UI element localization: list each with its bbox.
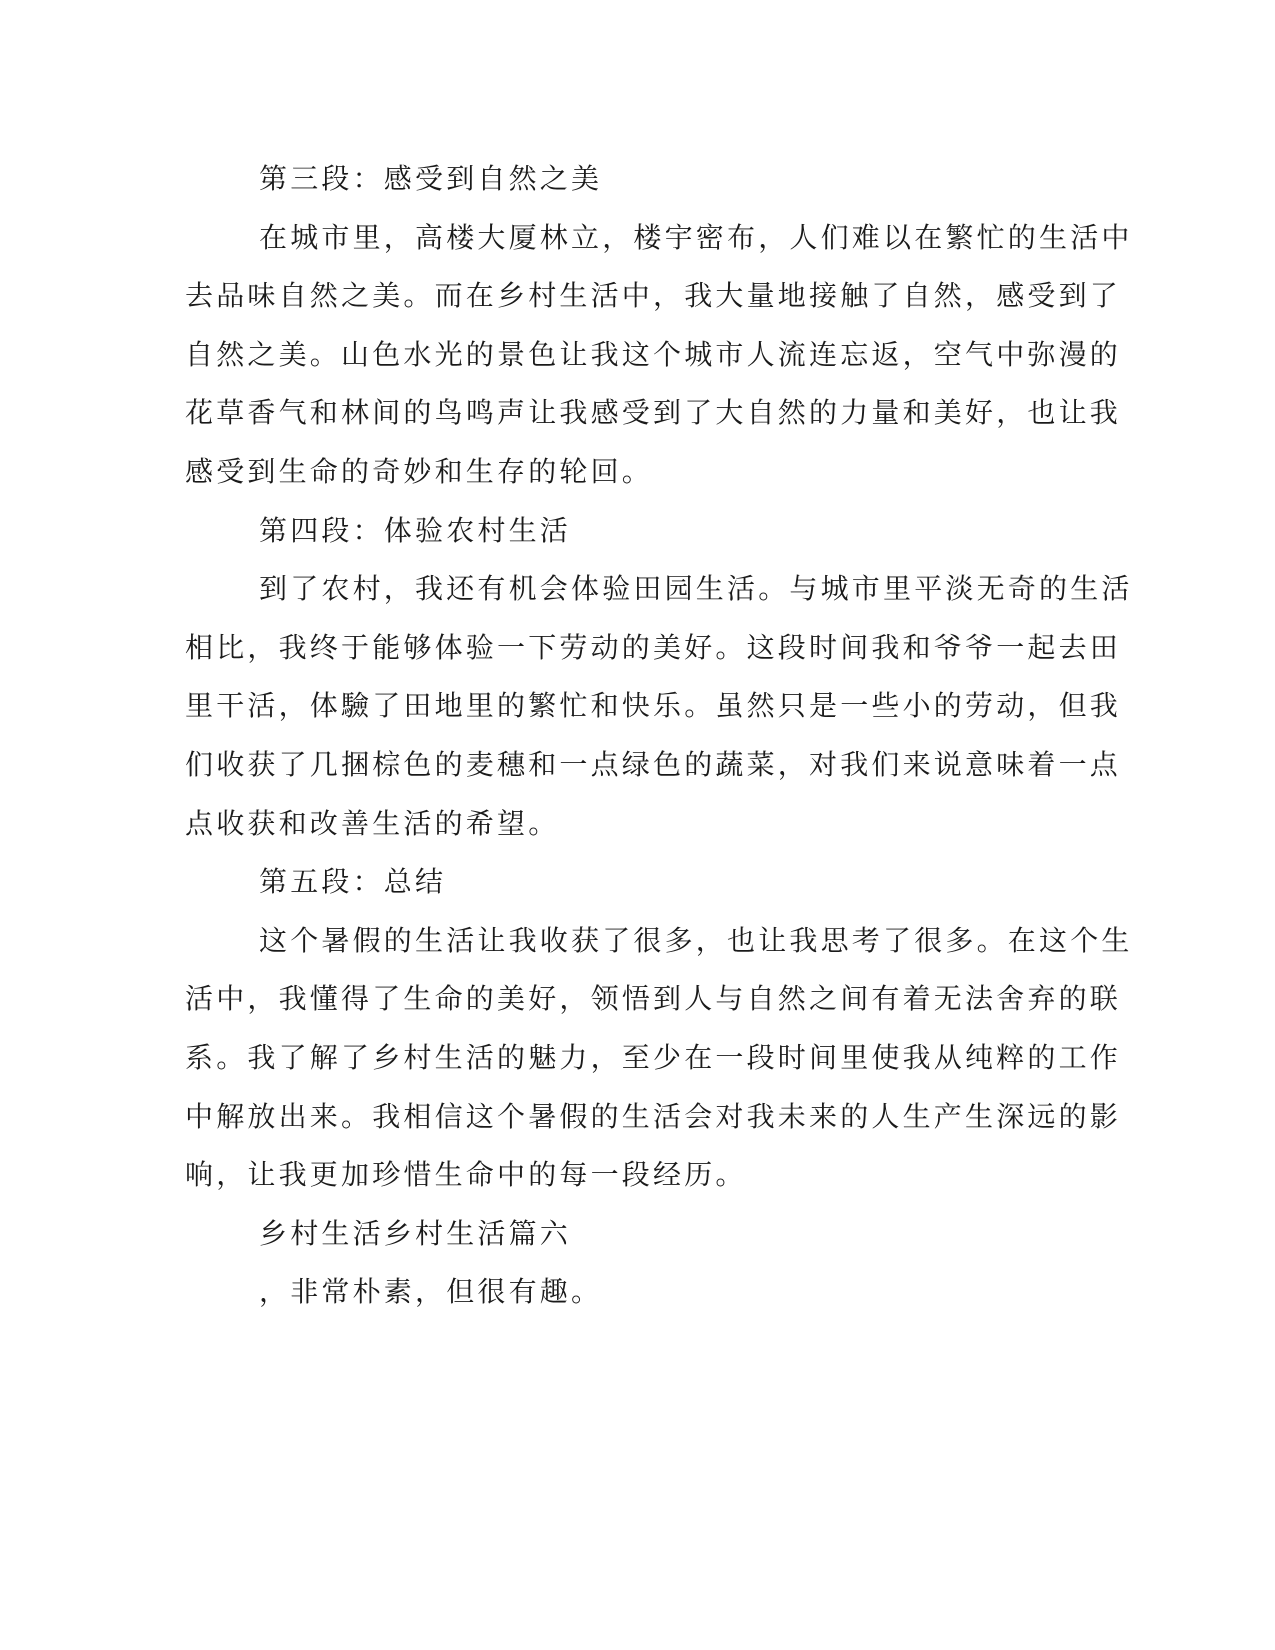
paragraph-line: 感受到生命的奇妙和生存的轮回。 — [185, 454, 654, 488]
paragraph-line: 活中，我懂得了生命的美好，领悟到人与自然之间有着无法舍弃的联 — [185, 982, 1122, 1016]
paragraph-line: 点收获和改善生活的希望。 — [185, 806, 560, 840]
article-title: 乡村生活乡村生活篇六 — [259, 1216, 572, 1250]
paragraph-line: 系。我了解了乡村生活的魅力，至少在一段时间里使我从纯粹的工作 — [185, 1040, 1122, 1074]
paragraph-line: 响，让我更加珍惜生命中的每一段经历。 — [185, 1158, 747, 1192]
paragraph-line: 这个暑假的生活让我收获了很多，也让我思考了很多。在这个生 — [259, 923, 1133, 957]
document-page — [185, 150, 1133, 1322]
paragraph-line: 们收获了几捆棕色的麦穗和一点绿色的蔬菜，对我们来说意味着一点 — [185, 747, 1122, 781]
section-heading: 第五段：总结 — [259, 865, 447, 899]
paragraph-line: ，非常朴素，但很有趣。 — [259, 1275, 603, 1309]
paragraph-line: 里干活，体驗了田地里的繁忙和快乐。虽然只是一些小的劳动，但我 — [185, 689, 1122, 723]
paragraph-line: 相比，我终于能够体验一下劳动的美好。这段时间我和爷爷一起去田 — [185, 630, 1122, 664]
section-heading: 第四段：体验农村生活 — [259, 513, 572, 547]
paragraph-line: 自然之美。山色水光的景色让我这个城市人流连忘返，空气中弥漫的 — [185, 337, 1122, 371]
paragraph-line: 花草香气和林间的鸟鸣声让我感受到了大自然的力量和美好，也让我 — [185, 396, 1122, 430]
paragraph-line: 去品味自然之美。而在乡村生活中，我大量地接触了自然，感受到了 — [185, 279, 1122, 313]
paragraph-line: 中解放出来。我相信这个暑假的生活会对我未来的人生产生深远的影 — [185, 1099, 1122, 1133]
paragraph-line: 在城市里，高楼大厦林立，楼宇密布，人们难以在繁忙的生活中 — [259, 220, 1133, 254]
paragraph-line: 到了农村，我还有机会体验田园生活。与城市里平淡无奇的生活 — [259, 572, 1133, 606]
section-heading: 第三段：感受到自然之美 — [259, 162, 603, 195]
